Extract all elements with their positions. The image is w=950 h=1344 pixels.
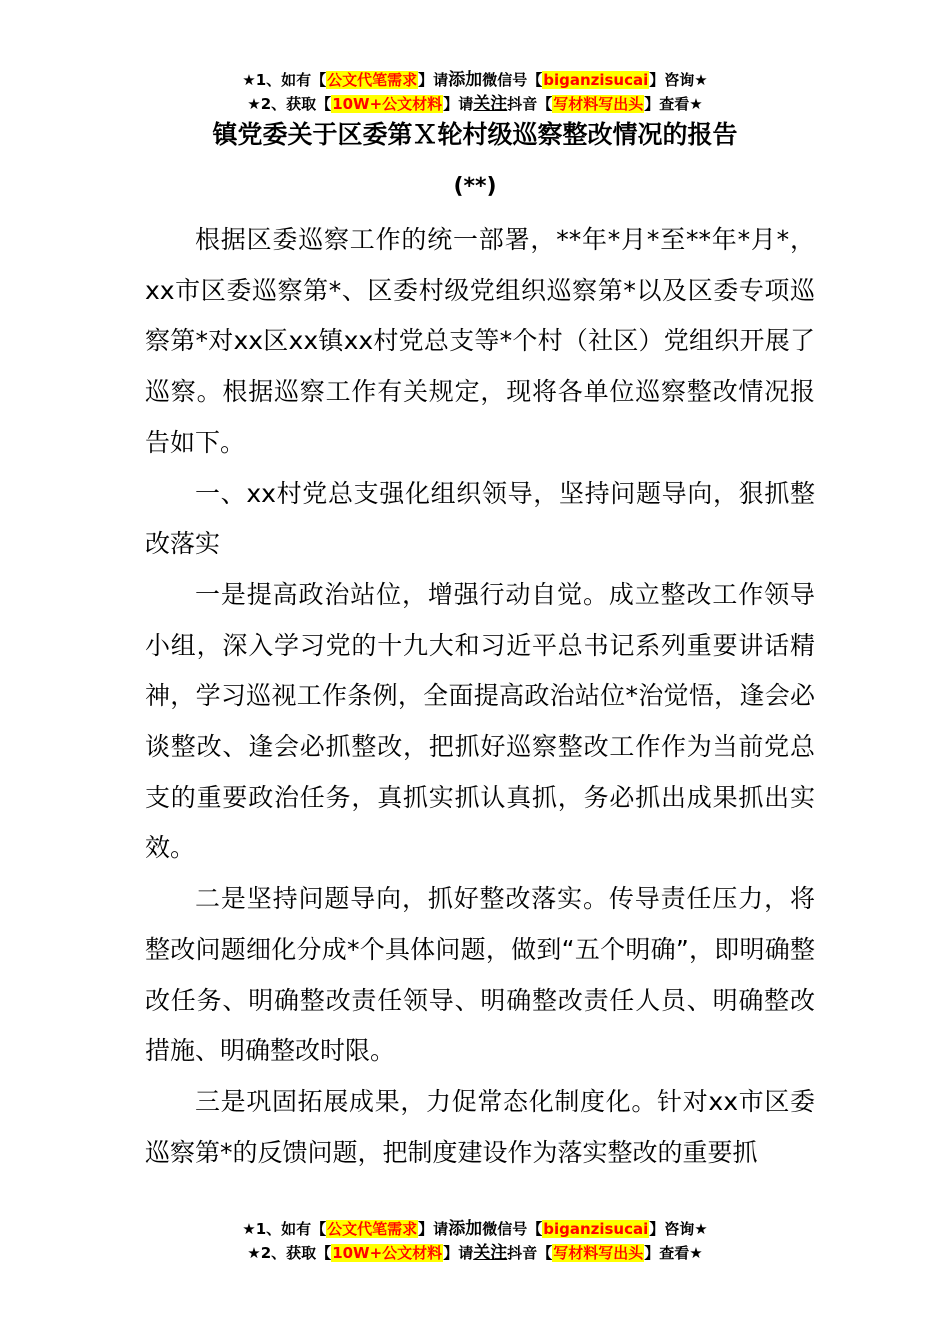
promo-highlight: 10W+公文材料 (332, 1244, 443, 1262)
promo-line-2: ★2、获取【10W+公文材料】请关注抖音【写材料写出头】查看★ (247, 94, 703, 114)
promo-line-1: ★1、如有【公文代笔需求】请添加微信号【biganzisucai】咨询★ (242, 1219, 708, 1239)
body-paragraph: 三是巩固拓展成果，力促常态化制度化。针对xx市区委巡察第*的反馈问题，把制度建设作为落实整改的重要抓 (145, 1086, 815, 1167)
promo-highlight: 公文代笔需求 (327, 71, 418, 89)
footer-promo (0, 1217, 950, 1265)
document-subtitle: (**) (453, 174, 497, 199)
body-paragraph: 根据区委巡察工作的统一部署，**年*月*至**年*月*，xx市区委巡察第*、区委村级党组织巡察第*以及区委专项巡察第*对xx区xx镇xx村党总支等*个村（社区）党组织开展了巡察。根据巡察工作有关规定，现将各单位巡察整改情况报告如下。 (145, 225, 815, 457)
body-paragraph: 二是坚持问题导向，抓好整改落实。传导责任压力，将整改问题细化分成*个具体问题，做到“五个明确”，即明确整改任务、明确整改责任领导、明确整改责任人员、明确整改措施、明确整改时限。 (145, 884, 815, 1066)
promo-emphasis: 添加 (448, 70, 483, 90)
document-title: 镇党委关于区委第Ｘ轮村级巡察整改情况的报告 (212, 120, 738, 149)
promo-highlight: biganzisucai (543, 1220, 649, 1238)
promo-line-2: ★2、获取【10W+公文材料】请关注抖音【写材料写出头】查看★ (247, 1243, 703, 1263)
promo-highlight: 写材料写出头 (553, 1244, 644, 1262)
promo-line-1: ★1、如有【公文代笔需求】请添加微信号【biganzisucai】咨询★ (242, 70, 708, 90)
promo-highlight: biganzisucai (543, 71, 649, 89)
body-paragraph: 一是提高政治站位，增强行动自觉。成立整改工作领导小组，深入学习党的十九大和习近平总书记系列重要讲话精神，学习巡视工作条例，全面提高政治站位*治觉悟，逢会必谈整改、逢会必抓整改，把抓好巡察整改工作作为当前党总支的重要政治任务，真抓实抓认真抓，务必抓出成果抓出实效。 (145, 579, 815, 863)
header-promo (0, 68, 950, 116)
promo-highlight: 公文代笔需求 (327, 1220, 418, 1238)
promo-emphasis: 添加 (448, 1219, 483, 1239)
document-body (145, 215, 815, 1178)
promo-highlight: 写材料写出头 (553, 95, 644, 113)
promo-emphasis: 关注 (473, 1243, 508, 1263)
promo-emphasis: 关注 (473, 94, 508, 114)
promo-highlight: 10W+公文材料 (332, 95, 443, 113)
section-heading: 一、xx村党总支强化组织领导，坚持问题导向，狠抓整改落实 (145, 478, 815, 559)
